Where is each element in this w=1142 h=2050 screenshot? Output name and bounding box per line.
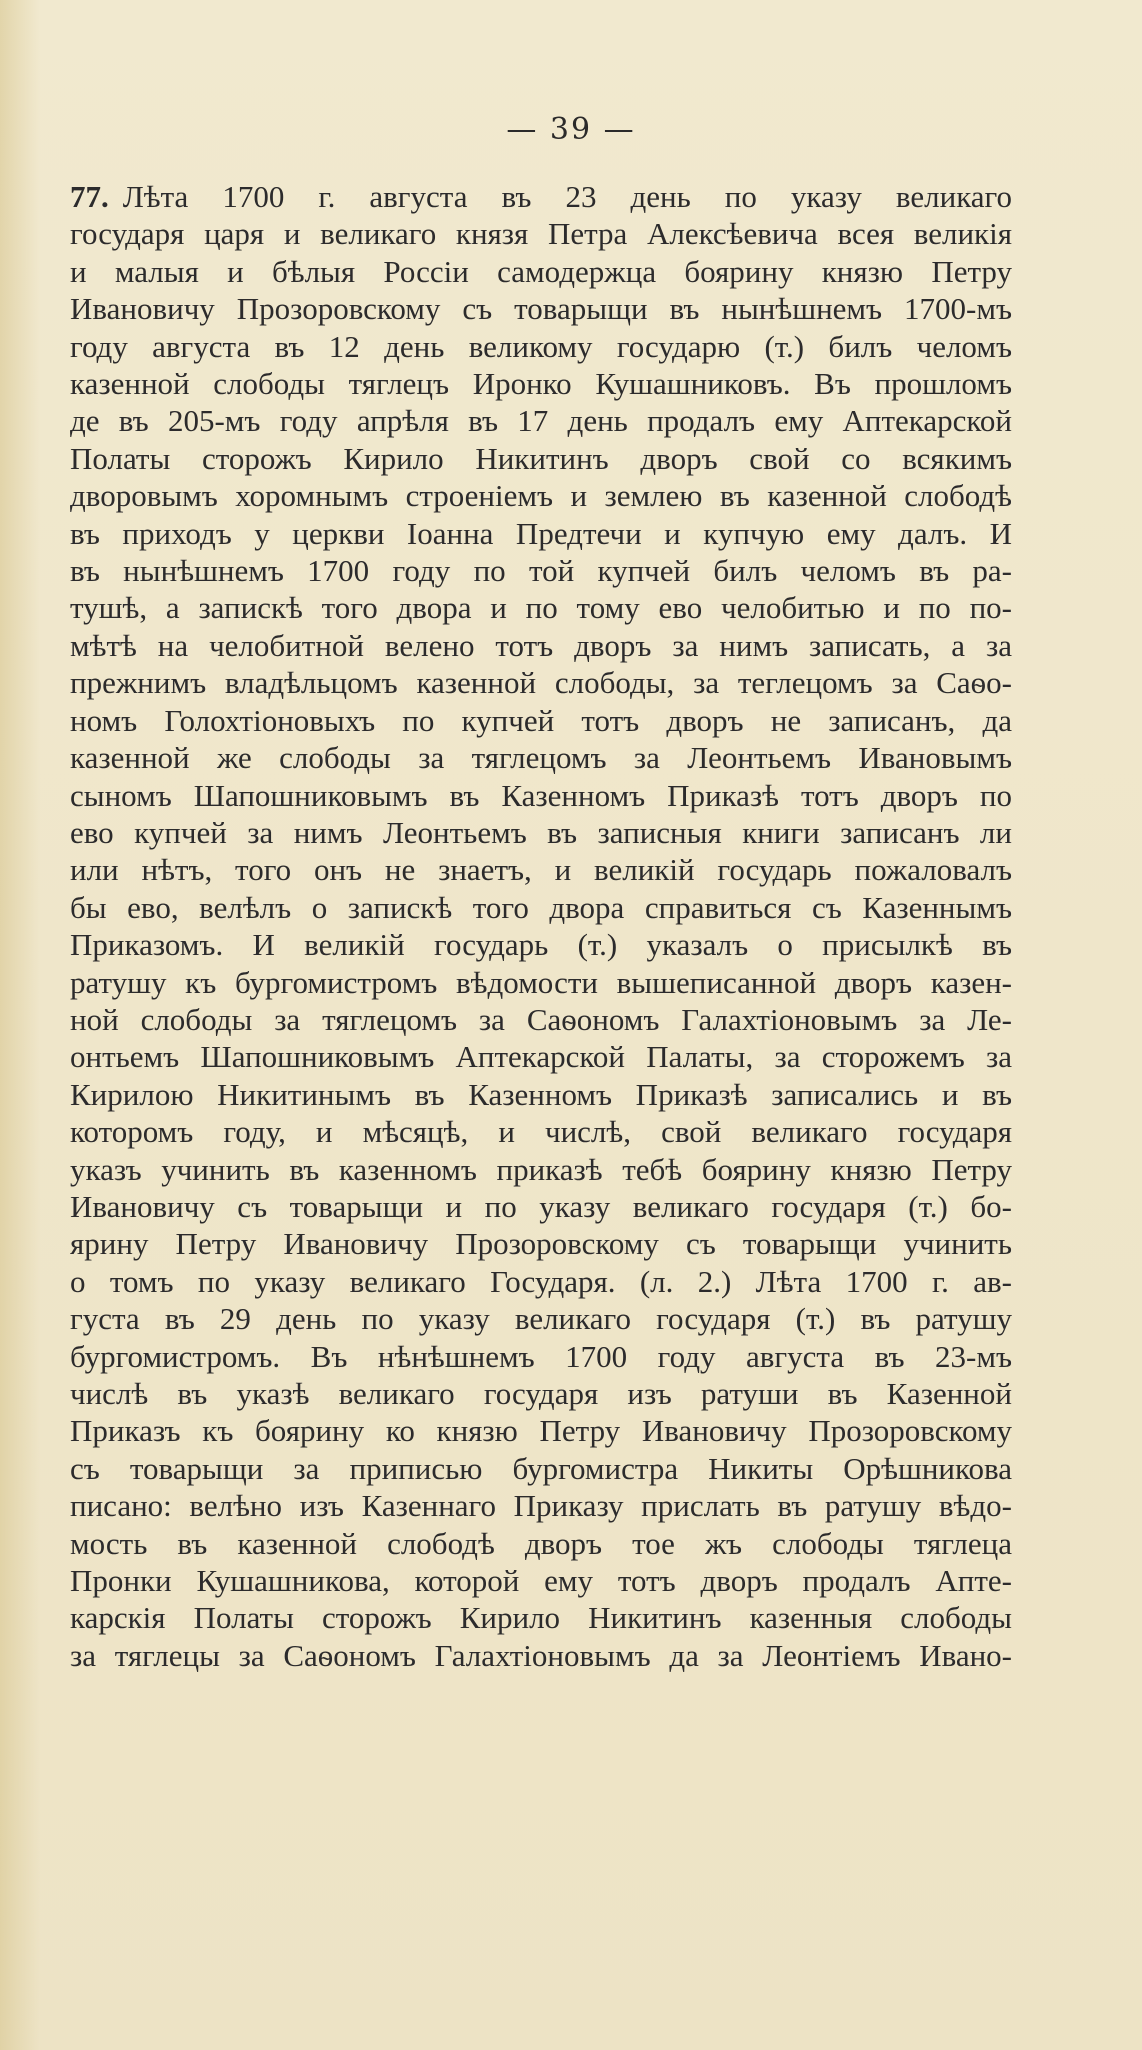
text-line: году августа въ 12 день великому государю (т.) билъ челомъ — [70, 328, 1012, 364]
text-line: въ нынѣшнемъ 1700 году по той купчей билъ челомъ въ ра- — [70, 553, 1012, 589]
text-line-content: Лѣта 1700 г. августа въ 23 день по указу великаго — [122, 179, 1012, 214]
text-line: дворовымъ хоромнымъ строеніемъ и землею въ казенной слободѣ — [70, 478, 1012, 514]
text-line: Приказомъ. И великій государь (т.) указалъ о присылкѣ въ — [70, 927, 1012, 963]
text-line: бы ево, велѣлъ о запискѣ того двора справиться съ Казеннымъ — [70, 889, 1012, 925]
text-line: казенной же слободы за тяглецомъ за Леонтьемъ Ивановымъ — [70, 740, 1012, 776]
text-line: и малыя и бѣлыя Россіи самодержца боярину князю Петру — [70, 253, 1012, 289]
text-line: тушѣ, а запискѣ того двора и по тому ево челобитью и по по- — [70, 590, 1012, 626]
text-line: онтьемъ Шапошниковымъ Аптекарской Палаты, за сторожемъ за — [70, 1039, 1012, 1075]
paragraph-number: 77. — [70, 179, 109, 214]
text-line: номъ Голохтіоновыхъ по купчей тотъ дворъ не записанъ, да — [70, 702, 1012, 738]
text-line: густа въ 29 день по указу великаго государя (т.) въ ратушу — [70, 1301, 1012, 1337]
text-line: де въ 205-мъ году апрѣля въ 17 день продалъ ему Аптекарской — [70, 403, 1012, 439]
text-line: мость въ казенной слободѣ дворъ тое жъ слободы тяглеца — [70, 1525, 1012, 1561]
text-line: ной слободы за тяглецомъ за Саѳономъ Галахтіоновымъ за Ле- — [70, 1001, 1012, 1037]
text-line: Полаты сторожъ Кирило Никитинъ дворъ свой со всякимъ — [70, 440, 1012, 476]
text-line: числѣ въ указѣ великаго государя изъ ратуши въ Казенной — [70, 1376, 1012, 1411]
text-line: карскія Полаты сторожъ Кирило Никитинъ казенныя слободы — [70, 1600, 1012, 1636]
text-line: казенной слободы тяглецъ Иронко Кушашниковъ. Въ прошломъ — [70, 366, 1012, 402]
text-line: Ивановичу Прозоровскому съ товарыщи въ нынѣшнемъ 1700-мъ — [70, 291, 1012, 327]
text-line: или нѣтъ, того онъ не знаетъ, и великій государь пожаловалъ — [70, 852, 1012, 888]
text-line: ярину Петру Ивановичу Прозоровскому съ товарыщи учинить — [70, 1226, 1012, 1262]
text-line: за тяглецы за Саѳономъ Галахтіоновымъ да за Леонтіемъ Ивано- — [70, 1637, 1012, 1673]
text-line: ево купчей за нимъ Леонтьемъ въ записныя книги записанъ ли — [70, 814, 1012, 850]
text-line: бургомистромъ. Въ нѣнѣшнемъ 1700 году августа въ 23-мъ — [70, 1338, 1012, 1374]
text-line: о томъ по указу великаго Государя. (л. 2.) Лѣта 1700 г. ав- — [70, 1263, 1012, 1299]
text-line — [70, 178, 1012, 215]
text-line: писано: велѣно изъ Казеннаго Приказу прислать въ ратушу вѣдо- — [70, 1488, 1012, 1524]
text-line: сыномъ Шапошниковымъ въ Казенномъ Приказѣ тотъ дворъ по — [70, 777, 1012, 813]
text-line: государя царя и великаго князя Петра Алексѣевича всея великія — [70, 216, 1012, 252]
text-line: съ товарыщи за приписью бургомистра Никиты Орѣшникова — [70, 1450, 1012, 1486]
text-line: въ приходъ у церкви Іоанна Предтечи и купчую ему далъ. И — [70, 515, 1012, 551]
text-line: Приказъ къ боярину ко князю Петру Ивановичу Прозоровскому — [70, 1413, 1012, 1449]
page-number: — 39 — — [506, 112, 636, 147]
text-line: указъ учинить въ казенномъ приказѣ тебѣ боярину князю Петру — [70, 1151, 1012, 1187]
text-line: прежнимъ владѣльцомъ казенной слободы, за теглецомъ за Саѳо- — [70, 665, 1012, 701]
text-line: ратушу къ бургомистромъ вѣдомости вышеписанной дворъ казен- — [70, 964, 1012, 1000]
text-line: Кирилою Никитинымъ въ Казенномъ Приказѣ записались и въ — [70, 1076, 1012, 1112]
text-line: которомъ году, и мѣсяцѣ, и числѣ, свой великаго государя — [70, 1114, 1012, 1150]
text-line: мѣтѣ на челобитной велено тотъ дворъ за нимъ записать, а за — [70, 627, 1012, 663]
text-line: Ивановичу съ товарыщи и по указу великаго государя (т.) бо- — [70, 1188, 1012, 1224]
text-line: Пронки Кушашникова, которой ему тотъ дворъ продалъ Аптe- — [70, 1563, 1012, 1599]
document-body — [70, 178, 1012, 1674]
